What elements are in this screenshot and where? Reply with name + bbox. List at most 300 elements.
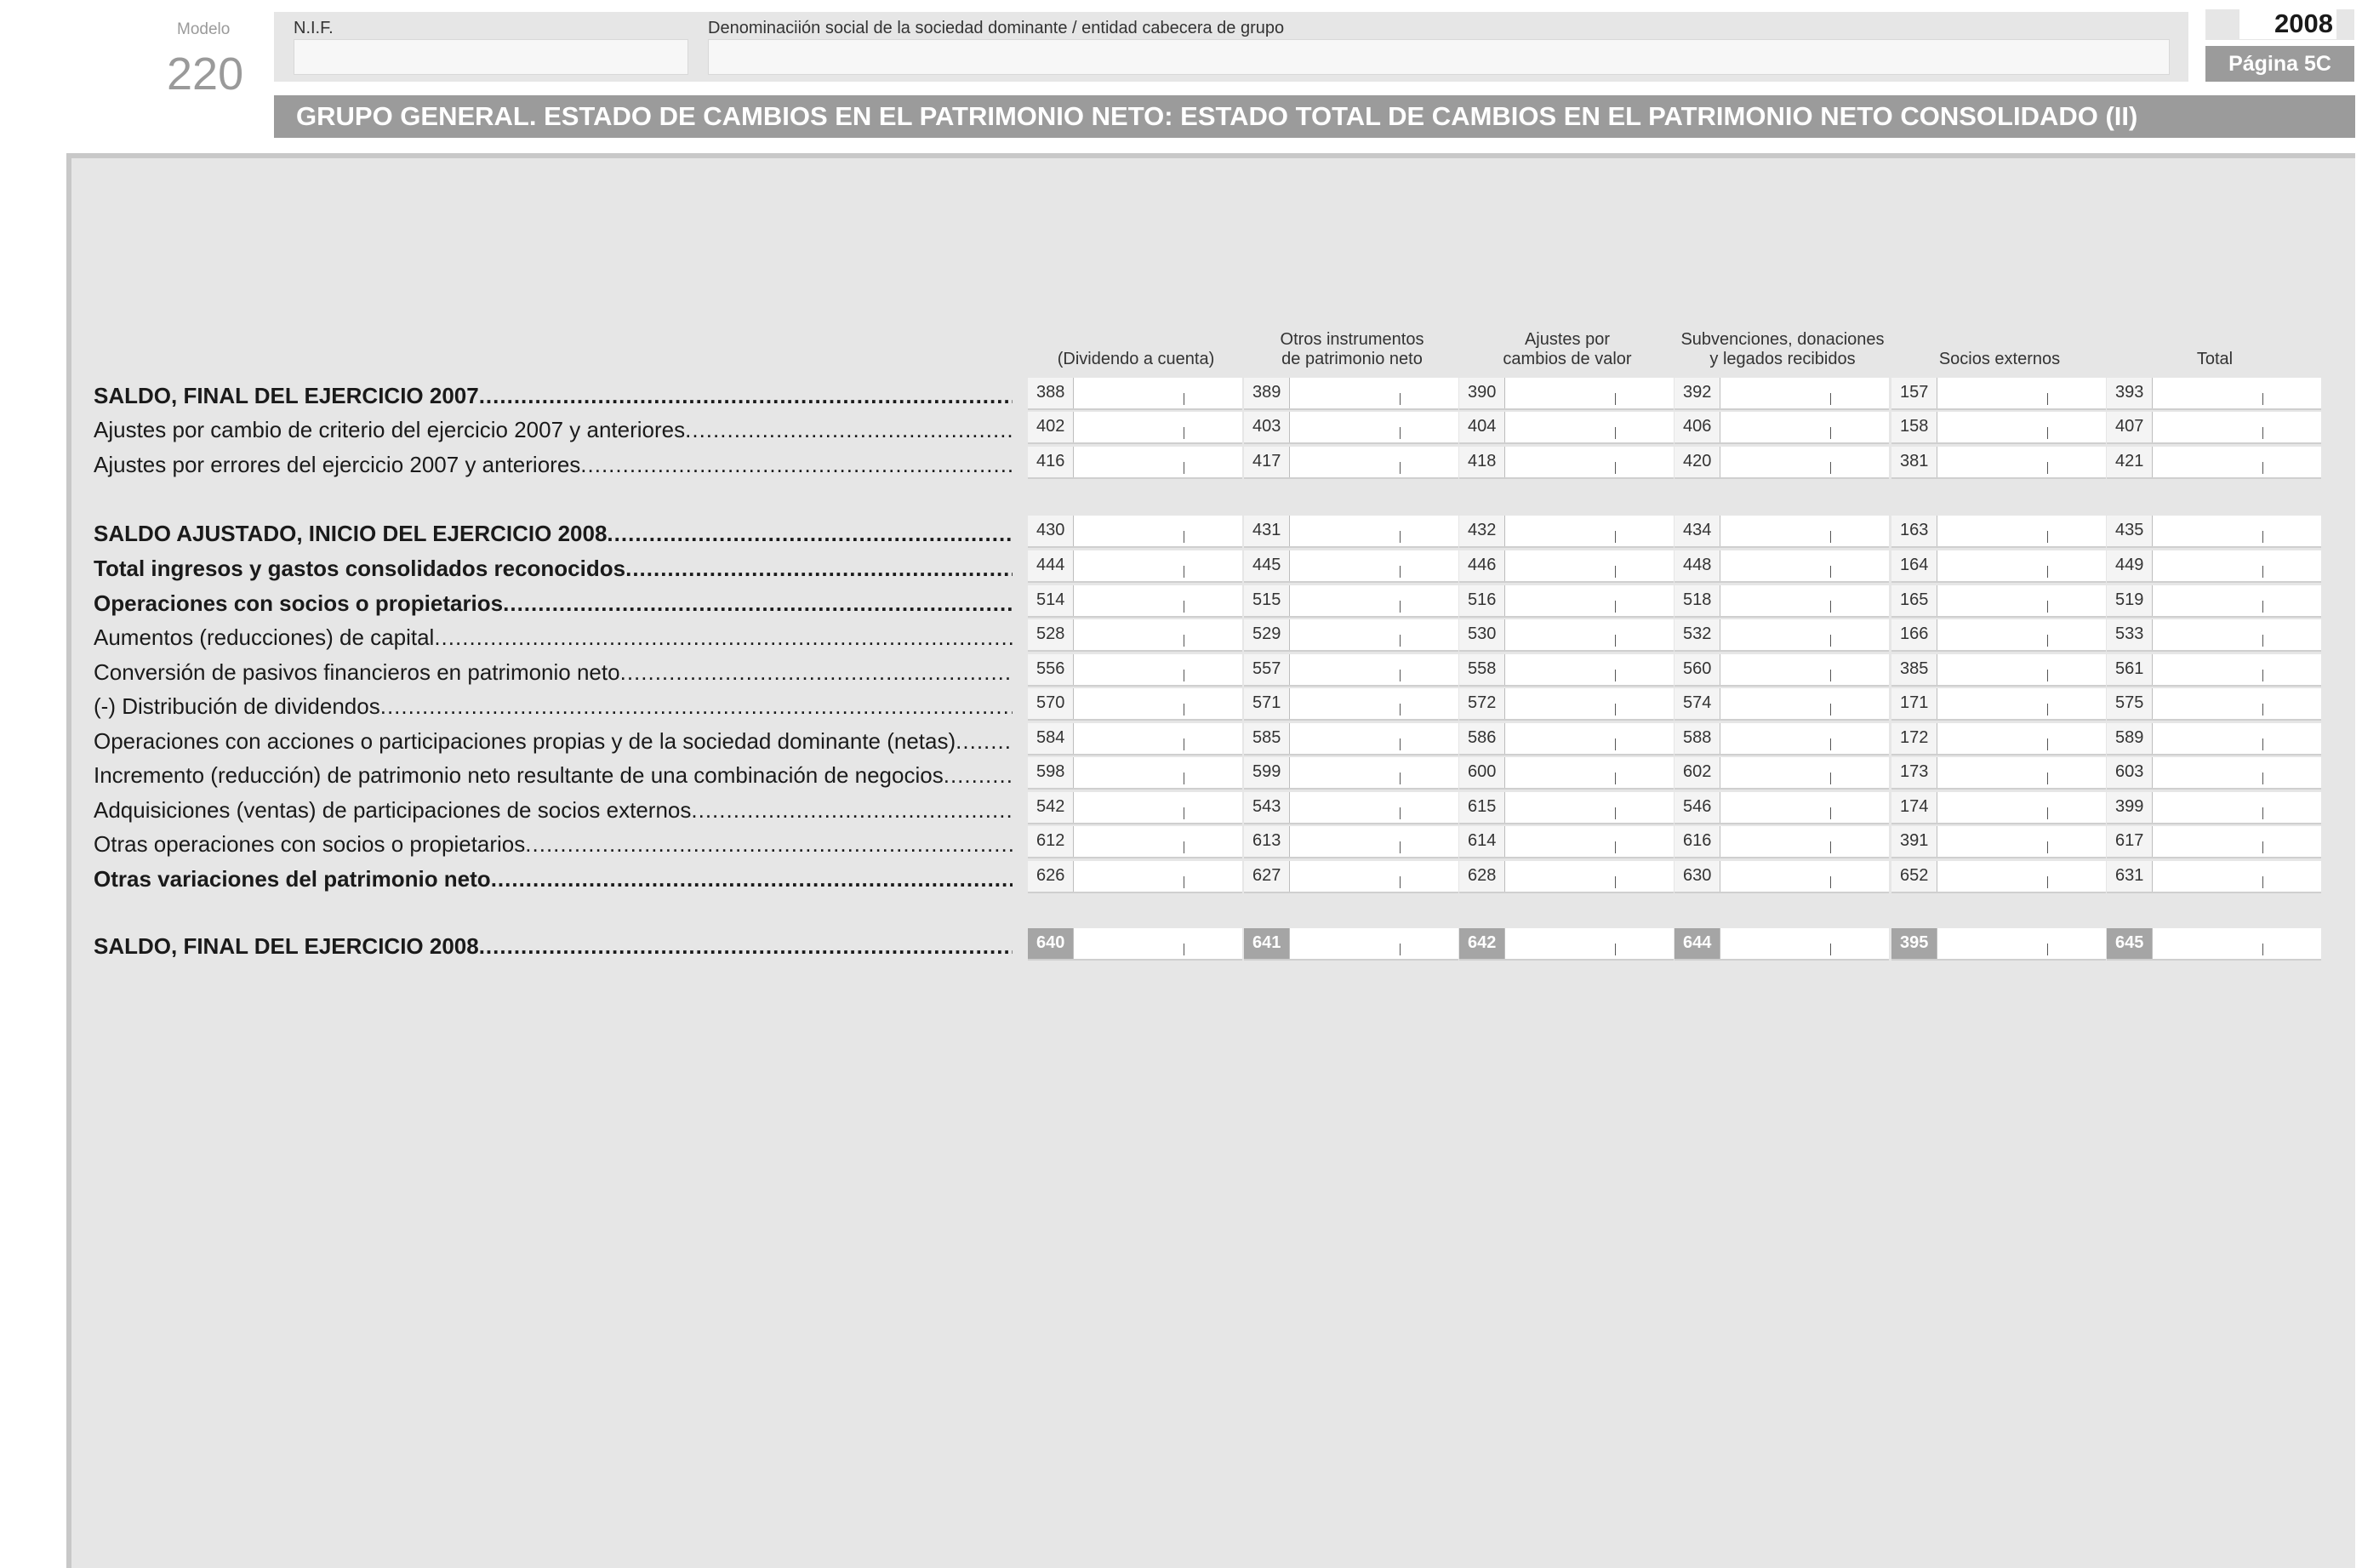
amount-field[interactable] — [1028, 619, 1242, 652]
decimal-tick — [2262, 738, 2263, 750]
column-header-line1: Otros instrumentos — [1280, 330, 1424, 349]
amount-field[interactable] — [1675, 826, 1889, 858]
box-code: 173 — [1891, 757, 1937, 790]
amount-field[interactable] — [1459, 826, 1674, 858]
amount-field[interactable] — [1891, 378, 2106, 410]
box-code: 421 — [2107, 447, 2153, 479]
row-label-text: Otras operaciones con socios o propietarios — [94, 831, 526, 857]
amount-field[interactable] — [1675, 550, 1889, 583]
leader-dots — [691, 797, 1013, 824]
decimal-tick — [1400, 601, 1401, 613]
box-code: 403 — [1244, 412, 1290, 444]
box-code: 570 — [1028, 688, 1074, 721]
box-code: 165 — [1891, 585, 1937, 618]
decimal-tick — [1400, 531, 1401, 543]
amount-field[interactable] — [1891, 688, 2106, 721]
amount-field[interactable] — [1028, 412, 1242, 444]
column-header-line1: Subvenciones, donaciones — [1680, 330, 1885, 349]
modelo-label: Modelo — [177, 20, 231, 38]
decimal-tick — [2047, 635, 2048, 647]
amount-field[interactable] — [2107, 928, 2321, 961]
column-header — [1657, 330, 1908, 369]
amount-field[interactable] — [1028, 654, 1242, 687]
box-code: 600 — [1459, 757, 1505, 790]
field-underline — [1459, 477, 1674, 479]
field-underline — [1244, 650, 1458, 652]
amount-field[interactable] — [1459, 654, 1674, 687]
decimal-tick — [1400, 635, 1401, 647]
box-code: 516 — [1459, 585, 1505, 618]
field-underline — [1891, 546, 2106, 548]
box-code: 385 — [1891, 654, 1937, 687]
amount-field[interactable] — [2107, 757, 2321, 790]
field-underline — [2107, 581, 2321, 583]
decimal-tick — [2047, 944, 2048, 955]
decimal-tick — [2262, 944, 2263, 955]
box-code: 528 — [1028, 619, 1074, 652]
leader-dots — [944, 762, 1013, 789]
row-label-text: Adquisiciones (ventas) de participaciones de socios externos — [94, 797, 692, 823]
amount-field[interactable] — [1891, 619, 2106, 652]
amount-field[interactable] — [1675, 516, 1889, 548]
field-underline — [1028, 442, 1242, 444]
column-header-line2: (Dividendo a cuenta) — [1057, 350, 1215, 368]
field-underline — [1459, 442, 1674, 444]
amount-field[interactable] — [2107, 723, 2321, 755]
field-underline — [1891, 959, 2106, 961]
amount-field[interactable] — [1028, 585, 1242, 618]
field-underline — [1028, 546, 1242, 548]
field-underline — [1244, 788, 1458, 790]
box-code: 399 — [2107, 792, 2153, 824]
row-label-text: Operaciones con socios o propietarios — [94, 590, 504, 616]
field-underline — [1028, 581, 1242, 583]
decimal-tick — [1830, 462, 1831, 474]
amount-field[interactable] — [1459, 516, 1674, 548]
field-underline — [1675, 719, 1889, 721]
amount-field[interactable] — [1459, 550, 1674, 583]
box-code: 615 — [1459, 792, 1505, 824]
amount-field[interactable] — [1891, 928, 2106, 961]
box-code: 388 — [1028, 378, 1074, 410]
field-underline — [1459, 959, 1674, 961]
row-label-text: Conversión de pasivos financieros en patrimonio neto — [94, 659, 620, 685]
decimal-tick — [2262, 393, 2263, 405]
field-underline — [1459, 892, 1674, 893]
column-header-line1 — [2090, 330, 2340, 350]
field-underline — [1028, 477, 1242, 479]
denominacion-label: Denominaciión social de la sociedad dominante / entidad cabecera de grupo — [708, 19, 1285, 37]
box-code: 448 — [1675, 550, 1720, 583]
field-underline — [1244, 408, 1458, 410]
field-underline — [1891, 616, 2106, 618]
amount-field[interactable] — [1891, 792, 2106, 824]
field-underline — [2107, 442, 2321, 444]
decimal-tick — [2047, 738, 2048, 750]
amount-field[interactable] — [2107, 550, 2321, 583]
field-underline — [2107, 959, 2321, 961]
amount-field[interactable] — [1244, 550, 1458, 583]
column-header-line2: y legados recibidos — [1709, 350, 1856, 368]
box-code: 627 — [1244, 861, 1290, 893]
decimal-tick — [2047, 393, 2048, 405]
decimal-tick — [1830, 427, 1831, 439]
field-underline — [2107, 857, 2321, 858]
decimal-tick — [1400, 944, 1401, 955]
box-code: 395 — [1891, 928, 1937, 961]
amount-field[interactable] — [1675, 861, 1889, 893]
decimal-tick — [1615, 841, 1616, 853]
field-underline — [1459, 857, 1674, 858]
amount-field[interactable] — [1244, 412, 1458, 444]
field-underline — [2107, 408, 2321, 410]
column-header — [1442, 330, 1692, 369]
leader-dots — [491, 866, 1013, 892]
row-label — [94, 831, 1013, 858]
box-code: 404 — [1459, 412, 1505, 444]
field-underline — [1244, 754, 1458, 755]
leader-dots — [607, 521, 1013, 547]
field-underline — [1891, 685, 2106, 687]
amount-field[interactable] — [1028, 447, 1242, 479]
box-code: 417 — [1244, 447, 1290, 479]
row-label-text: SALDO, FINAL DEL EJERCICIO 2007 — [94, 383, 479, 408]
amount-field[interactable] — [2107, 619, 2321, 652]
amount-field[interactable] — [1244, 688, 1458, 721]
row-label — [94, 590, 1013, 617]
decimal-tick — [1615, 876, 1616, 888]
field-underline — [2107, 788, 2321, 790]
amount-field[interactable] — [1028, 861, 1242, 893]
row-label — [94, 417, 1013, 443]
decimal-tick — [1615, 462, 1616, 474]
column-header-line2: de patrimonio neto — [1281, 350, 1423, 368]
field-underline — [1675, 581, 1889, 583]
box-code: 389 — [1244, 378, 1290, 410]
box-code: 626 — [1028, 861, 1074, 893]
denominacion-field[interactable] — [708, 39, 2170, 75]
row-label-text: Ajustes por cambio de criterio del ejercicio 2007 y anteriores — [94, 417, 686, 442]
box-code: 546 — [1675, 792, 1720, 824]
box-code: 532 — [1675, 619, 1720, 652]
amount-field[interactable] — [2107, 654, 2321, 687]
row-label-text: Aumentos (reducciones) de capital — [94, 624, 435, 650]
decimal-tick — [1615, 635, 1616, 647]
amount-field[interactable] — [1459, 619, 1674, 652]
field-underline — [1459, 685, 1674, 687]
field-underline — [1459, 823, 1674, 824]
box-code: 171 — [1891, 688, 1937, 721]
decimal-tick — [1830, 601, 1831, 613]
decimal-tick — [2047, 462, 2048, 474]
decimal-tick — [1830, 876, 1831, 888]
decimal-tick — [2262, 427, 2263, 439]
field-underline — [1675, 754, 1889, 755]
amount-field[interactable] — [1459, 447, 1674, 479]
amount-field[interactable] — [2107, 412, 2321, 444]
field-underline — [2107, 754, 2321, 755]
field-underline — [1244, 892, 1458, 893]
box-code: 381 — [1891, 447, 1937, 479]
amount-field[interactable] — [1244, 516, 1458, 548]
amount-field[interactable] — [1028, 378, 1242, 410]
decimal-tick — [2262, 670, 2263, 681]
amount-field[interactable] — [1459, 861, 1674, 893]
amount-field[interactable] — [1028, 550, 1242, 583]
box-code: 449 — [2107, 550, 2153, 583]
amount-field[interactable] — [1459, 757, 1674, 790]
nif-field[interactable] — [294, 39, 688, 75]
box-code: 172 — [1891, 723, 1937, 755]
amount-field[interactable] — [1891, 826, 2106, 858]
box-code: 533 — [2107, 619, 2153, 652]
decimal-tick — [1615, 601, 1616, 613]
box-code: 515 — [1244, 585, 1290, 618]
box-code: 407 — [2107, 412, 2153, 444]
amount-field[interactable] — [1891, 585, 2106, 618]
amount-field[interactable] — [1891, 654, 2106, 687]
amount-field[interactable] — [1675, 792, 1889, 824]
year-value: 2008 — [2239, 9, 2336, 39]
amount-field[interactable] — [1244, 861, 1458, 893]
amount-field[interactable] — [1675, 378, 1889, 410]
decimal-tick — [1615, 393, 1616, 405]
box-code: 602 — [1675, 757, 1720, 790]
amount-field[interactable] — [1675, 585, 1889, 618]
box-code: 561 — [2107, 654, 2153, 687]
amount-field[interactable] — [1459, 688, 1674, 721]
amount-field[interactable] — [2107, 378, 2321, 410]
amount-field[interactable] — [2107, 688, 2321, 721]
amount-field[interactable] — [1459, 412, 1674, 444]
page-title: GRUPO GENERAL. ESTADO DE CAMBIOS EN EL PATRIMONIO NETO: ESTADO TOTAL DE CAMBIOS EN EL PATRIMONIO NETO CONSOLIDADO (II) — [274, 95, 2355, 138]
amount-field[interactable] — [1459, 792, 1674, 824]
decimal-tick — [1615, 773, 1616, 784]
row-label — [94, 693, 1013, 720]
amount-field[interactable] — [1028, 757, 1242, 790]
field-underline — [1459, 719, 1674, 721]
amount-field[interactable] — [1675, 412, 1889, 444]
amount-field[interactable] — [1891, 550, 2106, 583]
box-code: 402 — [1028, 412, 1074, 444]
amount-field[interactable] — [1244, 928, 1458, 961]
decimal-tick — [2262, 462, 2263, 474]
amount-field[interactable] — [1675, 928, 1889, 961]
box-code: 158 — [1891, 412, 1937, 444]
amount-field[interactable] — [2107, 447, 2321, 479]
field-underline — [1459, 754, 1674, 755]
field-underline — [1675, 442, 1889, 444]
row-label-text: Otras variaciones del patrimonio neto — [94, 866, 491, 892]
decimal-tick — [1830, 531, 1831, 543]
row-label — [94, 521, 1013, 547]
row-label — [94, 556, 1013, 582]
amount-field[interactable] — [1244, 447, 1458, 479]
box-code: 420 — [1675, 447, 1720, 479]
leader-dots — [380, 693, 1013, 720]
amount-field[interactable] — [1891, 757, 2106, 790]
amount-field[interactable] — [1028, 688, 1242, 721]
field-underline — [1459, 788, 1674, 790]
box-code: 416 — [1028, 447, 1074, 479]
decimal-tick — [2047, 566, 2048, 578]
decimal-tick — [1615, 427, 1616, 439]
field-underline — [1891, 719, 2106, 721]
leader-dots — [620, 659, 1013, 686]
row-label-text: (-) Distribución de dividendos — [94, 693, 380, 719]
field-underline — [2107, 892, 2321, 893]
amount-field[interactable] — [1891, 516, 2106, 548]
field-underline — [1244, 719, 1458, 721]
box-code: 652 — [1891, 861, 1937, 893]
row-label-text: SALDO AJUSTADO, INICIO DEL EJERCICIO 2008 — [94, 521, 608, 546]
box-code: 556 — [1028, 654, 1074, 687]
decimal-tick — [2047, 670, 2048, 681]
decimal-tick — [1400, 704, 1401, 716]
box-code: 613 — [1244, 826, 1290, 858]
amount-field[interactable] — [1028, 516, 1242, 548]
box-code: 630 — [1675, 861, 1720, 893]
box-code: 642 — [1459, 928, 1505, 961]
amount-field[interactable] — [2107, 861, 2321, 893]
decimal-tick — [1615, 531, 1616, 543]
amount-field[interactable] — [1244, 723, 1458, 755]
decimal-tick — [1400, 393, 1401, 405]
box-code: 434 — [1675, 516, 1720, 548]
box-code: 588 — [1675, 723, 1720, 755]
field-underline — [1675, 408, 1889, 410]
amount-field[interactable] — [1244, 654, 1458, 687]
box-code: 641 — [1244, 928, 1290, 961]
field-underline — [1891, 788, 2106, 790]
box-code: 529 — [1244, 619, 1290, 652]
amount-field[interactable] — [1459, 928, 1674, 961]
field-underline — [1459, 546, 1674, 548]
amount-field[interactable] — [2107, 516, 2321, 548]
field-underline — [1675, 959, 1889, 961]
amount-field[interactable] — [1028, 723, 1242, 755]
field-underline — [1675, 477, 1889, 479]
field-underline — [1244, 823, 1458, 824]
decimal-tick — [2262, 531, 2263, 543]
decimal-tick — [2047, 704, 2048, 716]
row-label-text: SALDO, FINAL DEL EJERCICIO 2008 — [94, 933, 479, 959]
decimal-tick — [2047, 427, 2048, 439]
amount-field[interactable] — [1459, 723, 1674, 755]
box-code: 514 — [1028, 585, 1074, 618]
leader-dots — [503, 590, 1013, 617]
field-underline — [1028, 685, 1242, 687]
amount-field[interactable] — [1244, 619, 1458, 652]
amount-field[interactable] — [1675, 619, 1889, 652]
decimal-tick — [1615, 670, 1616, 681]
row-label — [94, 933, 1013, 960]
field-underline — [2107, 650, 2321, 652]
box-code: 617 — [2107, 826, 2153, 858]
amount-field[interactable] — [1675, 723, 1889, 755]
amount-field[interactable] — [1244, 378, 1458, 410]
box-code: 163 — [1891, 516, 1937, 548]
decimal-tick — [2262, 841, 2263, 853]
box-code: 631 — [2107, 861, 2153, 893]
nif-label: N.I.F. — [294, 19, 334, 37]
amount-field[interactable] — [1675, 757, 1889, 790]
decimal-tick — [1830, 773, 1831, 784]
leader-dots — [479, 383, 1013, 409]
row-label — [94, 762, 1013, 789]
amount-field[interactable] — [1891, 447, 2106, 479]
amount-field[interactable] — [1028, 928, 1242, 961]
amount-field[interactable] — [1891, 861, 2106, 893]
column-header — [1874, 330, 2125, 369]
decimal-tick — [1830, 704, 1831, 716]
field-underline — [1891, 442, 2106, 444]
box-code: 390 — [1459, 378, 1505, 410]
decimal-tick — [1400, 566, 1401, 578]
field-underline — [1028, 719, 1242, 721]
amount-field[interactable] — [1459, 378, 1674, 410]
column-header-line2: cambios de valor — [1503, 350, 1632, 368]
amount-field[interactable] — [1244, 792, 1458, 824]
amount-field[interactable] — [1244, 757, 1458, 790]
decimal-tick — [1830, 670, 1831, 681]
box-code: 542 — [1028, 792, 1074, 824]
box-code: 157 — [1891, 378, 1937, 410]
box-code: 585 — [1244, 723, 1290, 755]
field-underline — [1891, 477, 2106, 479]
field-underline — [1244, 581, 1458, 583]
decimal-tick — [2047, 531, 2048, 543]
amount-field[interactable] — [1675, 688, 1889, 721]
decimal-tick — [1400, 876, 1401, 888]
amount-field[interactable] — [1244, 826, 1458, 858]
box-code: 640 — [1028, 928, 1074, 961]
column-header-line2: Socios externos — [1938, 350, 2061, 368]
amount-field[interactable] — [1028, 826, 1242, 858]
box-code: 393 — [2107, 378, 2153, 410]
amount-field[interactable] — [1459, 585, 1674, 618]
decimal-tick — [1400, 462, 1401, 474]
box-code: 586 — [1459, 723, 1505, 755]
row-label — [94, 624, 1013, 651]
amount-field[interactable] — [1675, 654, 1889, 687]
amount-field[interactable] — [2107, 792, 2321, 824]
amount-field[interactable] — [1891, 412, 2106, 444]
box-code: 430 — [1028, 516, 1074, 548]
column-header-line1 — [1874, 330, 2125, 350]
box-code: 614 — [1459, 826, 1505, 858]
amount-field[interactable] — [1675, 447, 1889, 479]
box-code: 446 — [1459, 550, 1505, 583]
amount-field[interactable] — [2107, 585, 2321, 618]
amount-field[interactable] — [1244, 585, 1458, 618]
box-code: 574 — [1675, 688, 1720, 721]
decimal-tick — [1830, 566, 1831, 578]
amount-field[interactable] — [1028, 792, 1242, 824]
decimal-tick — [1400, 841, 1401, 853]
decimal-tick — [1400, 807, 1401, 819]
box-code: 432 — [1459, 516, 1505, 548]
decimal-tick — [1615, 807, 1616, 819]
amount-field[interactable] — [1891, 723, 2106, 755]
amount-field[interactable] — [2107, 826, 2321, 858]
box-code: 616 — [1675, 826, 1720, 858]
field-underline — [2107, 823, 2321, 824]
field-underline — [1244, 685, 1458, 687]
field-underline — [1244, 442, 1458, 444]
field-underline — [1244, 959, 1458, 961]
row-label-text: Total ingresos y gastos consolidados reconocidos — [94, 556, 626, 581]
